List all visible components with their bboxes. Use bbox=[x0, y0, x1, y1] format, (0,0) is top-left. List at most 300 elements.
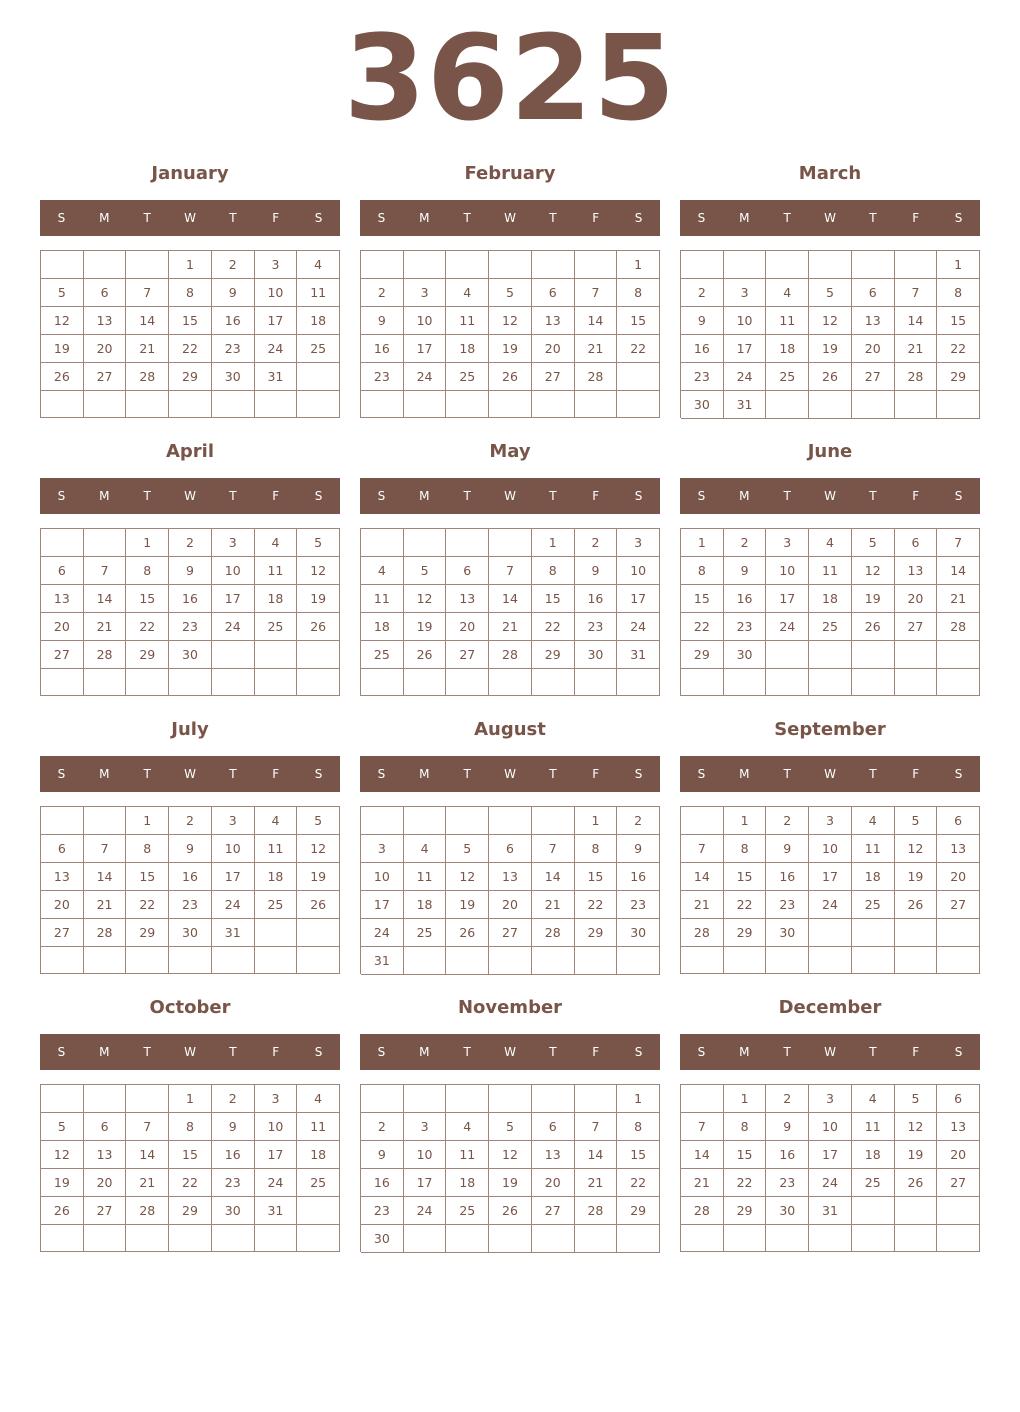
day-cell: 6 bbox=[532, 1113, 575, 1141]
weekday-label: M bbox=[419, 1045, 430, 1059]
day-cell: 31 bbox=[724, 391, 767, 419]
day-cell: 15 bbox=[937, 307, 980, 335]
day-cell: 24 bbox=[255, 335, 298, 363]
day-cell bbox=[895, 947, 938, 974]
day-cell: 29 bbox=[724, 1197, 767, 1225]
day-cell: 8 bbox=[937, 279, 980, 307]
day-cell bbox=[41, 947, 84, 974]
weekday-label: F bbox=[912, 1045, 920, 1059]
day-cell: 24 bbox=[212, 613, 255, 641]
day-cell: 26 bbox=[297, 613, 340, 641]
day-cell: 7 bbox=[84, 557, 127, 585]
day-cell bbox=[532, 807, 575, 835]
weekday-label: F bbox=[912, 489, 920, 503]
weekday-label: S bbox=[57, 211, 66, 225]
day-cell bbox=[937, 669, 980, 696]
day-cell: 1 bbox=[617, 1085, 660, 1113]
day-cell: 20 bbox=[446, 613, 489, 641]
weekday-label: F bbox=[592, 767, 600, 781]
weekday-label: T bbox=[229, 211, 237, 225]
day-cell: 23 bbox=[361, 1197, 404, 1225]
day-cell: 21 bbox=[84, 891, 127, 919]
day-cell: 19 bbox=[852, 585, 895, 613]
day-cell: 19 bbox=[297, 585, 340, 613]
day-cell: 5 bbox=[446, 835, 489, 863]
day-cell: 10 bbox=[809, 835, 852, 863]
day-cell: 4 bbox=[404, 835, 447, 863]
day-cell bbox=[297, 1225, 340, 1252]
day-cell: 24 bbox=[361, 919, 404, 947]
day-cell: 29 bbox=[681, 641, 724, 669]
day-cell: 4 bbox=[446, 279, 489, 307]
day-cell bbox=[255, 919, 298, 947]
day-cell: 13 bbox=[937, 835, 980, 863]
day-cell: 15 bbox=[169, 307, 212, 335]
weekday-header bbox=[680, 1034, 980, 1070]
day-cell: 27 bbox=[84, 363, 127, 391]
day-cell bbox=[41, 251, 84, 279]
day-grid bbox=[680, 1084, 980, 1252]
day-cell bbox=[617, 669, 660, 696]
day-cell: 16 bbox=[766, 1141, 809, 1169]
day-cell: 28 bbox=[126, 363, 169, 391]
weekday-label: S bbox=[314, 767, 323, 781]
day-cell: 30 bbox=[575, 641, 618, 669]
day-cell: 8 bbox=[532, 557, 575, 585]
day-cell: 24 bbox=[809, 1169, 852, 1197]
year-title: 3625 bbox=[343, 9, 677, 147]
day-cell: 15 bbox=[169, 1141, 212, 1169]
day-cell: 8 bbox=[617, 279, 660, 307]
day-cell: 28 bbox=[895, 363, 938, 391]
day-cell: 1 bbox=[681, 529, 724, 557]
day-cell: 18 bbox=[809, 585, 852, 613]
month-april bbox=[40, 438, 340, 706]
day-cell: 9 bbox=[681, 307, 724, 335]
day-cell: 6 bbox=[84, 279, 127, 307]
day-cell: 20 bbox=[489, 891, 532, 919]
day-cell: 15 bbox=[617, 1141, 660, 1169]
day-grid bbox=[680, 806, 980, 974]
day-cell: 24 bbox=[212, 891, 255, 919]
day-cell bbox=[84, 947, 127, 974]
day-cell: 19 bbox=[404, 613, 447, 641]
weekday-label: T bbox=[229, 767, 237, 781]
weekday-label: M bbox=[99, 1045, 110, 1059]
day-cell: 6 bbox=[489, 835, 532, 863]
day-cell: 31 bbox=[255, 363, 298, 391]
weekday-label: S bbox=[634, 1045, 643, 1059]
day-cell bbox=[532, 251, 575, 279]
day-cell bbox=[766, 669, 809, 696]
weekday-label: M bbox=[99, 211, 110, 225]
weekday-header bbox=[360, 1034, 660, 1070]
weekday-label: W bbox=[504, 1045, 516, 1059]
day-cell: 22 bbox=[724, 1169, 767, 1197]
day-cell: 11 bbox=[255, 557, 298, 585]
day-cell: 5 bbox=[41, 279, 84, 307]
day-cell: 6 bbox=[937, 1085, 980, 1113]
day-cell: 12 bbox=[446, 863, 489, 891]
day-cell bbox=[212, 669, 255, 696]
day-cell: 7 bbox=[937, 529, 980, 557]
weekday-header bbox=[40, 200, 340, 236]
day-cell: 5 bbox=[809, 279, 852, 307]
day-cell bbox=[681, 251, 724, 279]
weekday-header bbox=[40, 478, 340, 514]
day-cell bbox=[489, 669, 532, 696]
day-cell: 14 bbox=[681, 1141, 724, 1169]
day-cell bbox=[852, 391, 895, 419]
weekday-label: T bbox=[229, 489, 237, 503]
day-cell: 18 bbox=[446, 335, 489, 363]
day-cell: 16 bbox=[681, 335, 724, 363]
day-cell: 18 bbox=[404, 891, 447, 919]
day-cell bbox=[895, 251, 938, 279]
day-cell bbox=[446, 947, 489, 975]
day-cell bbox=[489, 391, 532, 418]
weekday-label: F bbox=[592, 489, 600, 503]
month-name: June bbox=[807, 441, 853, 462]
day-cell: 31 bbox=[617, 641, 660, 669]
day-cell: 1 bbox=[169, 251, 212, 279]
weekday-label: M bbox=[99, 489, 110, 503]
day-cell bbox=[446, 391, 489, 418]
day-cell bbox=[126, 251, 169, 279]
day-cell: 6 bbox=[41, 835, 84, 863]
day-cell: 15 bbox=[724, 863, 767, 891]
weekday-label: T bbox=[143, 1045, 151, 1059]
day-cell bbox=[84, 669, 127, 696]
weekday-header bbox=[360, 478, 660, 514]
day-cell: 6 bbox=[937, 807, 980, 835]
day-cell: 30 bbox=[766, 919, 809, 947]
day-cell: 4 bbox=[297, 1085, 340, 1113]
day-cell: 2 bbox=[575, 529, 618, 557]
day-cell: 20 bbox=[532, 1169, 575, 1197]
day-cell: 3 bbox=[212, 529, 255, 557]
day-cell: 15 bbox=[126, 863, 169, 891]
weekday-label: T bbox=[869, 211, 877, 225]
day-cell: 3 bbox=[766, 529, 809, 557]
day-cell: 14 bbox=[126, 307, 169, 335]
day-cell: 17 bbox=[212, 863, 255, 891]
day-cell bbox=[809, 641, 852, 669]
day-cell: 18 bbox=[361, 613, 404, 641]
day-cell: 9 bbox=[212, 279, 255, 307]
weekday-label: M bbox=[419, 489, 430, 503]
day-cell: 17 bbox=[724, 335, 767, 363]
day-cell: 23 bbox=[766, 891, 809, 919]
weekday-label: T bbox=[783, 489, 791, 503]
day-cell bbox=[575, 1225, 618, 1253]
weekday-label: T bbox=[783, 767, 791, 781]
day-cell: 11 bbox=[446, 307, 489, 335]
weekday-label: T bbox=[463, 489, 471, 503]
day-cell: 18 bbox=[766, 335, 809, 363]
day-cell bbox=[809, 251, 852, 279]
month-name: February bbox=[464, 163, 556, 184]
day-cell: 5 bbox=[41, 1113, 84, 1141]
day-cell: 14 bbox=[575, 307, 618, 335]
day-cell: 14 bbox=[126, 1141, 169, 1169]
day-cell: 29 bbox=[169, 1197, 212, 1225]
weekday-label: S bbox=[697, 489, 706, 503]
weekday-label: S bbox=[954, 211, 963, 225]
day-cell bbox=[169, 391, 212, 418]
day-cell: 5 bbox=[489, 279, 532, 307]
weekday-label: F bbox=[592, 1045, 600, 1059]
day-cell bbox=[404, 529, 447, 557]
day-cell: 10 bbox=[809, 1113, 852, 1141]
day-cell: 24 bbox=[255, 1169, 298, 1197]
day-cell: 29 bbox=[575, 919, 618, 947]
weekday-header bbox=[360, 756, 660, 792]
day-cell: 11 bbox=[766, 307, 809, 335]
day-cell bbox=[532, 1225, 575, 1253]
day-grid bbox=[680, 528, 980, 696]
day-cell: 18 bbox=[255, 863, 298, 891]
weekday-label: M bbox=[739, 489, 750, 503]
day-cell: 8 bbox=[617, 1113, 660, 1141]
day-cell: 23 bbox=[212, 335, 255, 363]
day-cell: 11 bbox=[852, 835, 895, 863]
day-cell: 15 bbox=[617, 307, 660, 335]
day-cell: 30 bbox=[169, 641, 212, 669]
day-cell: 29 bbox=[937, 363, 980, 391]
day-cell bbox=[766, 1225, 809, 1252]
day-cell: 19 bbox=[41, 1169, 84, 1197]
day-cell: 22 bbox=[126, 891, 169, 919]
day-cell: 11 bbox=[809, 557, 852, 585]
weekday-label: W bbox=[184, 767, 196, 781]
day-cell bbox=[255, 641, 298, 669]
day-cell: 23 bbox=[681, 363, 724, 391]
day-cell bbox=[937, 947, 980, 974]
day-cell: 9 bbox=[766, 1113, 809, 1141]
day-grid bbox=[40, 806, 340, 974]
day-cell bbox=[361, 391, 404, 418]
day-cell: 8 bbox=[681, 557, 724, 585]
day-cell bbox=[681, 1085, 724, 1113]
day-cell: 27 bbox=[84, 1197, 127, 1225]
day-cell: 25 bbox=[361, 641, 404, 669]
day-cell: 7 bbox=[489, 557, 532, 585]
weekday-label: T bbox=[549, 1045, 557, 1059]
day-cell: 21 bbox=[681, 1169, 724, 1197]
day-cell bbox=[575, 251, 618, 279]
day-cell: 16 bbox=[575, 585, 618, 613]
day-cell: 21 bbox=[681, 891, 724, 919]
day-cell: 2 bbox=[212, 1085, 255, 1113]
day-cell bbox=[361, 251, 404, 279]
day-cell bbox=[852, 1225, 895, 1252]
weekday-label: W bbox=[824, 489, 836, 503]
weekday-label: S bbox=[377, 1045, 386, 1059]
day-cell: 2 bbox=[169, 807, 212, 835]
month-name: November bbox=[457, 997, 563, 1018]
day-cell bbox=[404, 251, 447, 279]
day-cell: 6 bbox=[446, 557, 489, 585]
day-cell bbox=[532, 391, 575, 418]
weekday-label: S bbox=[954, 489, 963, 503]
day-cell: 7 bbox=[84, 835, 127, 863]
day-cell: 22 bbox=[169, 335, 212, 363]
month-march bbox=[680, 160, 980, 428]
day-cell: 6 bbox=[84, 1113, 127, 1141]
day-cell bbox=[681, 807, 724, 835]
day-cell: 22 bbox=[617, 1169, 660, 1197]
weekday-label: W bbox=[824, 767, 836, 781]
weekday-label: W bbox=[824, 1045, 836, 1059]
day-cell bbox=[809, 669, 852, 696]
day-cell bbox=[255, 1225, 298, 1252]
day-cell: 14 bbox=[937, 557, 980, 585]
day-cell: 7 bbox=[895, 279, 938, 307]
weekday-label: F bbox=[912, 767, 920, 781]
weekday-label: F bbox=[912, 211, 920, 225]
weekday-label: S bbox=[634, 211, 643, 225]
day-cell bbox=[724, 669, 767, 696]
day-cell bbox=[809, 919, 852, 947]
day-cell bbox=[297, 391, 340, 418]
day-cell bbox=[937, 391, 980, 419]
day-cell: 25 bbox=[255, 891, 298, 919]
day-cell bbox=[41, 529, 84, 557]
weekday-label: M bbox=[739, 767, 750, 781]
day-cell bbox=[532, 1085, 575, 1113]
day-cell: 20 bbox=[84, 1169, 127, 1197]
day-cell bbox=[404, 807, 447, 835]
day-cell: 13 bbox=[41, 585, 84, 613]
weekday-label: S bbox=[634, 489, 643, 503]
weekday-header bbox=[360, 200, 660, 236]
day-cell: 15 bbox=[724, 1141, 767, 1169]
day-cell: 9 bbox=[169, 835, 212, 863]
day-cell bbox=[446, 1225, 489, 1253]
day-cell: 4 bbox=[297, 251, 340, 279]
day-cell: 27 bbox=[489, 919, 532, 947]
day-cell: 8 bbox=[169, 1113, 212, 1141]
weekday-label: T bbox=[463, 211, 471, 225]
day-cell: 10 bbox=[212, 557, 255, 585]
weekday-header bbox=[680, 478, 980, 514]
day-grid bbox=[40, 1084, 340, 1252]
day-cell: 22 bbox=[532, 613, 575, 641]
month-name: March bbox=[798, 163, 862, 184]
month-october bbox=[40, 994, 340, 1262]
day-cell: 10 bbox=[617, 557, 660, 585]
day-cell: 29 bbox=[724, 919, 767, 947]
day-cell bbox=[895, 1225, 938, 1252]
weekday-label: W bbox=[824, 211, 836, 225]
day-cell: 1 bbox=[532, 529, 575, 557]
day-cell: 6 bbox=[532, 279, 575, 307]
day-cell bbox=[41, 807, 84, 835]
day-cell: 26 bbox=[895, 891, 938, 919]
day-cell: 22 bbox=[575, 891, 618, 919]
day-cell: 13 bbox=[895, 557, 938, 585]
day-cell: 20 bbox=[532, 335, 575, 363]
day-cell: 29 bbox=[532, 641, 575, 669]
weekday-label: S bbox=[954, 767, 963, 781]
day-cell: 26 bbox=[297, 891, 340, 919]
day-cell: 10 bbox=[724, 307, 767, 335]
day-cell: 4 bbox=[809, 529, 852, 557]
day-cell: 29 bbox=[126, 641, 169, 669]
day-cell: 26 bbox=[895, 1169, 938, 1197]
day-cell: 24 bbox=[617, 613, 660, 641]
weekday-header bbox=[40, 756, 340, 792]
day-cell: 12 bbox=[895, 1113, 938, 1141]
weekday-label: T bbox=[869, 1045, 877, 1059]
day-cell: 10 bbox=[404, 307, 447, 335]
day-cell: 21 bbox=[895, 335, 938, 363]
day-cell: 21 bbox=[937, 585, 980, 613]
day-cell bbox=[446, 669, 489, 696]
day-cell: 30 bbox=[724, 641, 767, 669]
day-cell: 23 bbox=[361, 363, 404, 391]
month-december bbox=[680, 994, 980, 1262]
weekday-label: T bbox=[869, 767, 877, 781]
day-cell bbox=[532, 669, 575, 696]
month-july bbox=[40, 716, 340, 984]
day-cell: 27 bbox=[937, 1169, 980, 1197]
day-cell: 24 bbox=[404, 1197, 447, 1225]
day-cell bbox=[937, 919, 980, 947]
weekday-label: S bbox=[314, 489, 323, 503]
day-cell: 16 bbox=[212, 307, 255, 335]
day-cell bbox=[297, 1197, 340, 1225]
day-cell bbox=[489, 529, 532, 557]
day-cell: 21 bbox=[532, 891, 575, 919]
day-cell bbox=[169, 1225, 212, 1252]
day-cell bbox=[169, 947, 212, 974]
day-cell: 10 bbox=[255, 1113, 298, 1141]
weekday-label: T bbox=[783, 211, 791, 225]
day-cell: 12 bbox=[489, 307, 532, 335]
weekday-label: T bbox=[143, 211, 151, 225]
day-cell bbox=[852, 1197, 895, 1225]
day-cell: 13 bbox=[84, 307, 127, 335]
day-cell: 14 bbox=[84, 585, 127, 613]
day-cell bbox=[895, 391, 938, 419]
day-cell bbox=[297, 669, 340, 696]
weekday-label: W bbox=[184, 489, 196, 503]
day-cell: 29 bbox=[169, 363, 212, 391]
day-cell: 16 bbox=[169, 585, 212, 613]
day-cell: 10 bbox=[766, 557, 809, 585]
day-cell: 5 bbox=[489, 1113, 532, 1141]
day-cell: 9 bbox=[361, 1141, 404, 1169]
weekday-label: F bbox=[272, 211, 280, 225]
day-cell: 1 bbox=[575, 807, 618, 835]
weekday-label: M bbox=[99, 767, 110, 781]
day-cell: 26 bbox=[852, 613, 895, 641]
day-cell: 13 bbox=[446, 585, 489, 613]
day-cell: 22 bbox=[724, 891, 767, 919]
day-cell: 13 bbox=[41, 863, 84, 891]
day-cell: 27 bbox=[852, 363, 895, 391]
day-cell: 14 bbox=[575, 1141, 618, 1169]
day-cell: 4 bbox=[446, 1113, 489, 1141]
day-cell: 10 bbox=[361, 863, 404, 891]
day-cell: 12 bbox=[41, 1141, 84, 1169]
day-cell: 6 bbox=[852, 279, 895, 307]
weekday-label: S bbox=[314, 211, 323, 225]
day-cell: 19 bbox=[489, 335, 532, 363]
day-cell: 9 bbox=[724, 557, 767, 585]
